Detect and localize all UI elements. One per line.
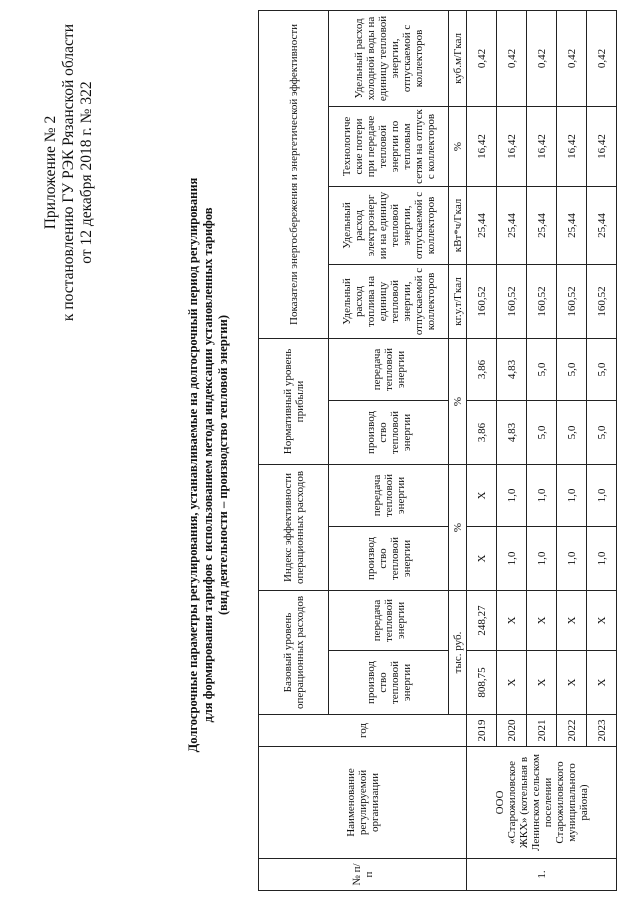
annex-date: от 12 декабря 2018 г. № 322 <box>78 81 95 264</box>
cell-base-transfer: X <box>497 590 527 650</box>
unit-losses: % <box>449 106 467 186</box>
header-energy: Показатели энергосбережения и энергетической эффективности <box>259 10 329 338</box>
cell-fuel: 160,52 <box>557 264 587 338</box>
header-electric: Удельный расход электроэнерг ии на единицу тепловой энергии, отпускаемой с коллекторов <box>329 186 449 264</box>
cell-water: 0,42 <box>467 10 497 106</box>
cell-idx-transfer: X <box>467 464 497 526</box>
header-org: Наименование регулируемой организации <box>259 747 467 859</box>
annex-header <box>42 24 96 321</box>
cell-base-production: X <box>527 651 557 715</box>
header-eff-index: Индекс эффективности операционных расходов <box>259 464 329 590</box>
cell-base-transfer: X <box>557 590 587 650</box>
header-profit-transfer: передача тепловой энергии <box>329 338 449 400</box>
header-profit: Нормативный уровень прибыли <box>259 338 329 464</box>
cell-electric: 25,44 <box>527 186 557 264</box>
cell-losses: 16,42 <box>557 106 587 186</box>
cell-idx-transfer: 1,0 <box>557 464 587 526</box>
cell-water: 0,42 <box>557 10 587 106</box>
cell-fuel: 160,52 <box>467 264 497 338</box>
header-profit-production: производ ство тепловой энергии <box>329 400 449 464</box>
cell-profit-transfer: 4,83 <box>497 338 527 400</box>
organization-name: ООО «Старожиловское ЖКХ» (котельная в Ленинском сельском поселении Старожиловского муниципального района) <box>467 747 617 859</box>
table-row <box>467 10 497 890</box>
cell-water: 0,42 <box>527 10 557 106</box>
cell-profit-production: 5,0 <box>557 400 587 464</box>
unit-water: куб.м/Гкал <box>449 10 467 106</box>
cell-fuel: 160,52 <box>587 264 617 338</box>
cell-water: 0,42 <box>587 10 617 106</box>
cell-losses: 16,42 <box>467 106 497 186</box>
cell-year: 2022 <box>557 715 587 747</box>
header-year: год <box>259 715 467 747</box>
header-idx-transfer: передача тепловой энергии <box>329 464 449 526</box>
cell-profit-transfer: 5,0 <box>527 338 557 400</box>
header-base-level: Базовый уровень операционных расходов <box>259 590 329 714</box>
cell-year: 2023 <box>587 715 617 747</box>
cell-idx-production: 1,0 <box>527 526 557 590</box>
cell-idx-production: 1,0 <box>557 526 587 590</box>
unit-electric: кВт*ч/Гкал <box>449 186 467 264</box>
cell-profit-transfer: 5,0 <box>587 338 617 400</box>
cell-fuel: 160,52 <box>527 264 557 338</box>
cell-fuel: 160,52 <box>497 264 527 338</box>
title-line-3: (вид деятельности – производство тепловой энергии) <box>216 314 230 616</box>
unit-profit: % <box>449 338 467 464</box>
cell-profit-production: 3,86 <box>467 400 497 464</box>
cell-base-production: X <box>497 651 527 715</box>
cell-profit-production: 5,0 <box>587 400 617 464</box>
title-line-1: Долгосрочные параметры регулирования, устанавливаемые на долгосрочный период регулирования <box>186 177 200 753</box>
cell-electric: 25,44 <box>557 186 587 264</box>
cell-profit-production: 4,83 <box>497 400 527 464</box>
cell-base-production: 808,75 <box>467 651 497 715</box>
cell-water: 0,42 <box>497 10 527 106</box>
annex-resolution: к постановлению ГУ РЭК Рязанской области <box>60 24 77 322</box>
unit-index: % <box>449 464 467 590</box>
cell-idx-production: 1,0 <box>497 526 527 590</box>
cell-base-transfer: X <box>527 590 557 650</box>
parameters-table <box>258 10 617 891</box>
annex-number: Приложение № 2 <box>42 115 59 230</box>
cell-losses: 16,42 <box>497 106 527 186</box>
header-water: Удельный расход холодной воды на единицу тепловой энергии, отпускаемой с коллекторов <box>329 10 449 106</box>
cell-idx-production: X <box>467 526 497 590</box>
cell-profit-transfer: 5,0 <box>557 338 587 400</box>
unit-fuel: кг.у.т/Гкал <box>449 264 467 338</box>
cell-idx-transfer: 1,0 <box>587 464 617 526</box>
cell-base-production: X <box>587 651 617 715</box>
cell-year: 2019 <box>467 715 497 747</box>
document-title <box>186 145 231 785</box>
header-num: № п/п <box>259 859 467 891</box>
cell-profit-transfer: 3,86 <box>467 338 497 400</box>
cell-losses: 16,42 <box>587 106 617 186</box>
header-fuel: Удельный расход топлива на единицу тепловой энергии, отпускаемой с коллекторов <box>329 264 449 338</box>
cell-base-production: X <box>557 651 587 715</box>
cell-year: 2020 <box>497 715 527 747</box>
cell-losses: 16,42 <box>527 106 557 186</box>
cell-electric: 25,44 <box>467 186 497 264</box>
row-number: 1. <box>467 859 617 891</box>
cell-electric: 25,44 <box>587 186 617 264</box>
cell-base-transfer: X <box>587 590 617 650</box>
title-line-2: для формирования тарифов с использованием метода индексации установленных тарифов <box>201 207 215 723</box>
cell-idx-transfer: 1,0 <box>527 464 557 526</box>
cell-idx-production: 1,0 <box>587 526 617 590</box>
header-idx-production: производ ство тепловой энергии <box>329 526 449 590</box>
cell-idx-transfer: 1,0 <box>497 464 527 526</box>
header-base-production: производ ство тепловой энергии <box>329 651 449 715</box>
cell-electric: 25,44 <box>497 186 527 264</box>
unit-base: тыс. руб. <box>449 590 467 714</box>
cell-year: 2021 <box>527 715 557 747</box>
header-base-transfer: передача тепловой энергии <box>329 590 449 650</box>
header-losses: Технологиче ские потери при передаче тепловой энергии по тепловым сетям на отпуск с коллекторов <box>329 106 449 186</box>
cell-profit-production: 5,0 <box>527 400 557 464</box>
cell-base-transfer: 248,27 <box>467 590 497 650</box>
